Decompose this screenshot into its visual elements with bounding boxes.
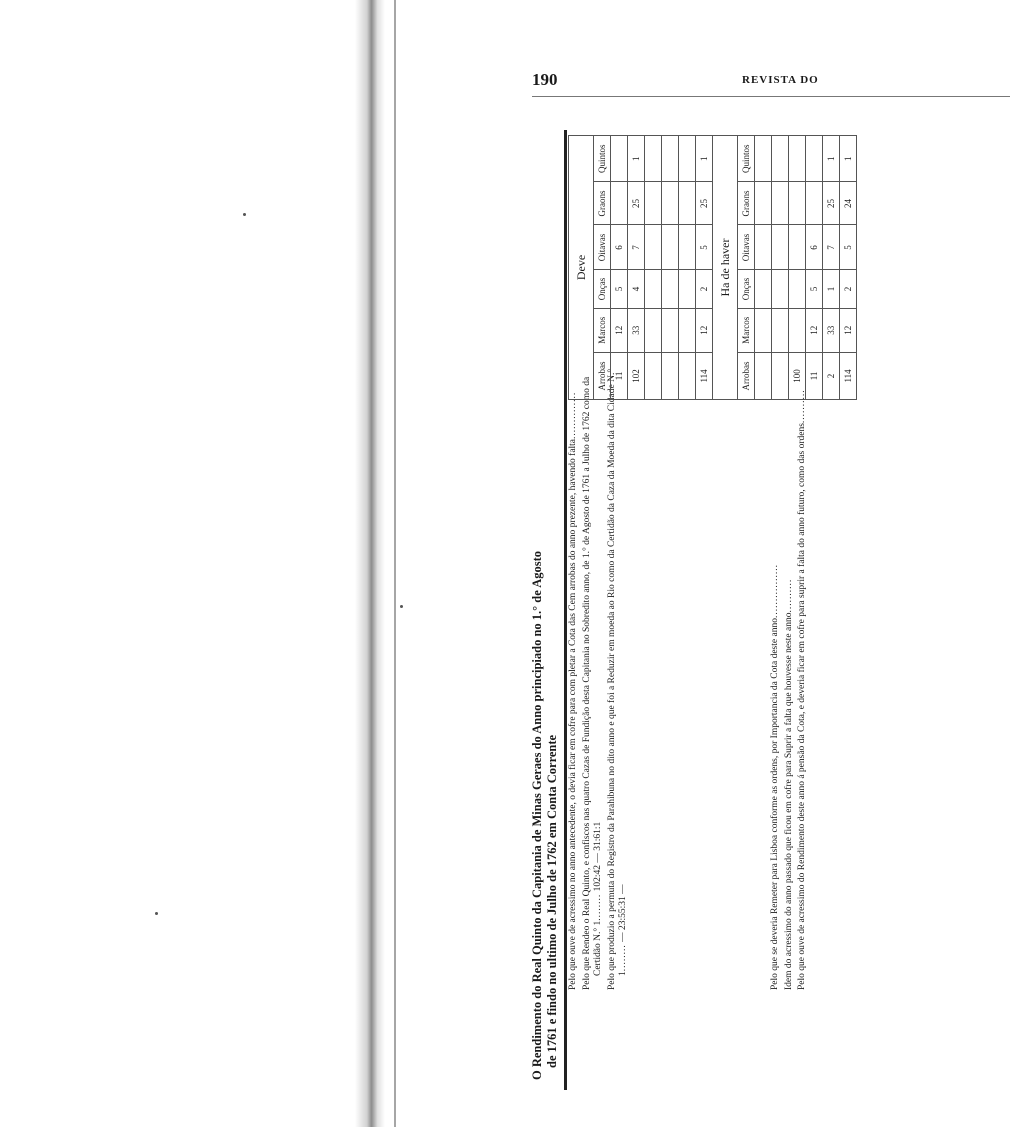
credit-cell	[755, 182, 772, 225]
debit-cell: 12	[696, 308, 713, 352]
page-number: 190	[532, 70, 558, 89]
credit-cell: 11	[806, 352, 823, 399]
debit-column-header: Arrobas	[594, 352, 611, 399]
table-group-header-row	[569, 136, 594, 400]
credit-cell: 114	[840, 352, 857, 399]
debit-column-header: Quintos	[594, 136, 611, 182]
debit-cell: 33	[628, 308, 645, 352]
credit-table-row	[823, 136, 840, 400]
credit-cell: 2	[840, 270, 857, 308]
account-grid	[568, 135, 857, 400]
credit-cell	[806, 182, 823, 225]
entry-subtotal: 102:42 — 31:61:1	[593, 821, 603, 892]
page-speck	[243, 213, 246, 216]
debit-cell: 1	[628, 136, 645, 182]
document-title	[530, 140, 560, 1080]
debit-column-header: Oitavas	[594, 225, 611, 270]
credit-cell: 5	[806, 270, 823, 308]
credit-cell: 1	[823, 270, 840, 308]
credit-cell	[755, 225, 772, 270]
debit-cell	[679, 136, 696, 182]
debit-cell	[645, 270, 662, 308]
credit-cell: 33	[823, 308, 840, 352]
page-speck	[155, 912, 158, 915]
credit-cell	[772, 136, 789, 182]
account-table	[568, 135, 968, 400]
header-rule	[532, 96, 1010, 97]
debit-cell: 7	[628, 225, 645, 270]
entry-text: Pelo que produzio a permuta do Registro da Parahibuna no dito anno e que foi a Reduzir em moeda ao Rio como da Certidão da Caza da Moeda da dita Cidade N.° 1	[606, 368, 628, 990]
debit-cell	[679, 225, 696, 270]
credit-cell	[772, 182, 789, 225]
credit-entry: Pelo que se deveria Remeter para Lisboa conforme as ordens, por Importancia da Cota deste anno................	[770, 564, 780, 990]
credit-cell	[789, 136, 806, 182]
credit-cell	[789, 308, 806, 352]
debit-table-row	[611, 136, 628, 400]
debit-cell: 25	[696, 182, 713, 225]
debit-cell: 6	[611, 225, 628, 270]
credit-column-header: Quintos	[738, 136, 755, 182]
credit-rows	[755, 136, 857, 400]
entry-text: Pelo que se deveria Remeter para Lisboa conforme as ordens, por Importancia da Cota deste anno	[770, 618, 780, 990]
debit-table-row	[662, 136, 679, 400]
credit-column-header: Graons	[738, 182, 755, 225]
credit-cell	[755, 270, 772, 308]
credit-cell: 2	[823, 352, 840, 399]
debit-cell: 12	[611, 308, 628, 352]
credit-cell	[789, 225, 806, 270]
debit-cell: 4	[628, 270, 645, 308]
debit-column-header: Marcos	[594, 308, 611, 352]
debit-table-row	[645, 136, 662, 400]
debit-cell	[611, 182, 628, 225]
title-line-2: de 1761 e findo no ultimo de Julho de 1762 em Conta Corrente	[545, 734, 559, 1068]
credit-entry: Pelo que ouve de acressimo do Rendimento deste anno á pensão da Cota, e deveria ficar em cofre para suprir a falta do anno futuro, como das ordens..........	[797, 389, 807, 990]
debit-column-header: Onças	[594, 270, 611, 308]
credit-cell: 5	[840, 225, 857, 270]
debit-entries	[568, 350, 632, 990]
debit-cell	[662, 352, 679, 399]
debit-cell	[662, 136, 679, 182]
credit-table-row	[840, 136, 857, 400]
debit-cell: 5	[696, 225, 713, 270]
credit-column-header: Onças	[738, 270, 755, 308]
credit-cell: 12	[840, 308, 857, 352]
title-line-1: O Rendimento do Real Quinto da Capitania de Minas Geraes do Anno principiado no 1.° de Agosto	[530, 550, 544, 1080]
debit-cell	[679, 270, 696, 308]
debit-table-row	[696, 136, 713, 400]
debit-cell	[662, 308, 679, 352]
credit-cell	[789, 270, 806, 308]
credit-cell: 7	[823, 225, 840, 270]
debit-cell: 102	[628, 352, 645, 399]
debit-cell	[645, 308, 662, 352]
debit-entry: Pelo que produzio a permuta do Registro da Parahibuna no dito anno e que foi a Reduzir em moeda ao Rio como da Certidão da Caza da Moeda da dita Cidade N.° 1........ — 23:55:31 —	[606, 368, 628, 990]
debit-table-row	[628, 136, 645, 400]
credit-cell	[772, 308, 789, 352]
debit-cell	[679, 182, 696, 225]
credit-cell: 25	[823, 182, 840, 225]
credit-cell: 100	[789, 352, 806, 399]
credit-cell: 24	[840, 182, 857, 225]
debit-table-row	[679, 136, 696, 400]
credit-cell: 6	[806, 225, 823, 270]
entry-subtotal: — 23:55:31 —	[618, 884, 628, 942]
credit-column-header: Arrobas	[738, 352, 755, 399]
credit-column-header-row	[738, 136, 755, 400]
debit-cell	[662, 182, 679, 225]
credit-cell	[789, 182, 806, 225]
credit-table-row	[772, 136, 789, 400]
debit-column-header: Graons	[594, 182, 611, 225]
credit-cell	[772, 225, 789, 270]
running-head: REVISTA DO	[742, 74, 819, 86]
debit-cell	[679, 352, 696, 399]
book-gutter-line	[394, 0, 396, 1127]
entry-text: Pelo que Rendeo o Real Quinto, e confiscos nas quatro Cazas de Fundição desta Capitania no Sobredito anno, de 1.° de Agosto de 1761 a Julho de 1762 como da Certidão N.° 1	[581, 376, 603, 990]
entry-text: Idem do acressimo do anno passado que ficou em cofre para Suprir a falta que houvesse neste anno	[783, 612, 794, 990]
page-speck	[400, 605, 403, 608]
debit-cell	[662, 225, 679, 270]
debit-column-header-row	[594, 136, 611, 400]
book-gutter-shadow	[355, 0, 385, 1127]
credit-column-header: Oitavas	[738, 225, 755, 270]
credit-cell: 1	[823, 136, 840, 182]
debit-header: Deve	[569, 136, 594, 400]
debit-cell: 5	[611, 270, 628, 308]
debit-entry: Pelo que Rendeo o Real Quinto, e confiscos nas quatro Cazas de Fundição desta Capitania no Sobredito anno, de 1.° de Agosto de 1761 a Julho de 1762 como da Certidão N.° 1........ 102:42 — 31:61:1	[581, 376, 603, 990]
credit-cell	[755, 308, 772, 352]
credit-table-row	[789, 136, 806, 400]
debit-cell	[645, 136, 662, 182]
credit-header: Ha de haver	[713, 136, 738, 400]
debit-cell	[662, 270, 679, 308]
credit-cell	[772, 352, 789, 399]
debit-cell	[611, 136, 628, 182]
credit-entry: Idem do acressimo do anno passado que ficou em cofre para Suprir a falta que houvesse neste anno..........	[783, 578, 794, 990]
debit-entry: Pelo que ouve de acressimo no anno antecedente, o devia ficar em cofre para com pletar a Cota das Cem arrobas do anno prezente, havendo falta..............	[568, 391, 578, 990]
credit-table-row	[755, 136, 772, 400]
debit-cell: 11	[611, 352, 628, 399]
credit-cell	[755, 352, 772, 399]
credit-cell: 12	[806, 308, 823, 352]
title-rule	[564, 130, 567, 1090]
rotated-account-page	[530, 120, 990, 1100]
debit-cell	[679, 308, 696, 352]
debit-rows	[611, 136, 713, 400]
debit-cell	[645, 352, 662, 399]
debit-cell	[645, 182, 662, 225]
credit-cell: 1	[840, 136, 857, 182]
debit-cell	[645, 225, 662, 270]
credit-cell	[755, 136, 772, 182]
credit-column-header: Marcos	[738, 308, 755, 352]
debit-cell: 114	[696, 352, 713, 399]
credit-cell	[806, 136, 823, 182]
debit-cell: 25	[628, 182, 645, 225]
credit-entries	[770, 350, 811, 990]
debit-cell: 2	[696, 270, 713, 308]
debit-cell: 1	[696, 136, 713, 182]
entry-text: Pelo que ouve de acressimo do Rendimento deste anno á pensão da Cota, e deveria ficar em cofre para suprir a falta do anno futuro, como das ordens	[797, 423, 807, 990]
table-group-header-row	[713, 136, 738, 400]
entry-text: Pelo que ouve de acressimo no anno antecedente, o devia ficar em cofre para com pletar a Cota das Cem arrobas do anno prezente, havendo falta	[568, 438, 578, 990]
credit-table-row	[806, 136, 823, 400]
credit-cell	[772, 270, 789, 308]
